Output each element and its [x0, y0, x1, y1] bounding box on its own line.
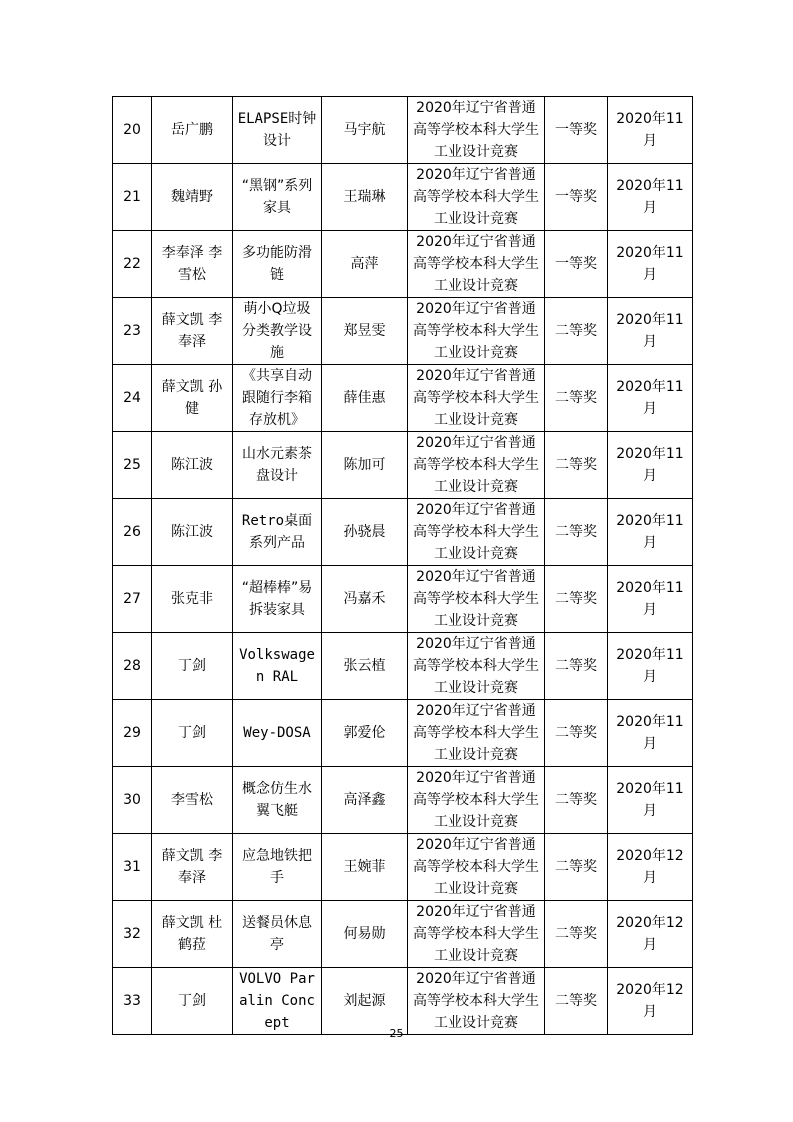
cell-award: 一等奖 [545, 164, 608, 231]
cell-award: 二等奖 [545, 901, 608, 968]
cell-competition: 2020年辽宁省普通高等学校本科大学生工业设计竞赛 [408, 700, 545, 767]
cell-competition: 2020年辽宁省普通高等学校本科大学生工业设计竞赛 [408, 767, 545, 834]
cell-number: 30 [113, 767, 152, 834]
cell-student: 孙骁晨 [322, 499, 408, 566]
cell-student: 马宇航 [322, 97, 408, 164]
table-row [113, 767, 693, 834]
cell-work-title: VOLVO Paralin Concept [233, 968, 322, 1035]
cell-date: 2020年11月 [608, 164, 693, 231]
cell-work-title: “黑钢”系列家具 [233, 164, 322, 231]
cell-number: 21 [113, 164, 152, 231]
cell-award: 一等奖 [545, 231, 608, 298]
cell-teacher: 薛文凯 李奉泽 [152, 834, 233, 901]
cell-teacher: 张克非 [152, 566, 233, 633]
cell-competition: 2020年辽宁省普通高等学校本科大学生工业设计竞赛 [408, 231, 545, 298]
table-row [113, 298, 693, 365]
cell-teacher: 丁剑 [152, 633, 233, 700]
cell-award: 二等奖 [545, 968, 608, 1035]
table-row [113, 901, 693, 968]
cell-work-title: 萌小Q垃圾分类教学设施 [233, 298, 322, 365]
cell-teacher: 丁剑 [152, 968, 233, 1035]
cell-teacher: 丁剑 [152, 700, 233, 767]
cell-date: 2020年11月 [608, 499, 693, 566]
cell-competition: 2020年辽宁省普通高等学校本科大学生工业设计竞赛 [408, 566, 545, 633]
cell-teacher: 薛文凯 孙健 [152, 365, 233, 432]
cell-student: 郭爱伦 [322, 700, 408, 767]
cell-student: 王瑞琳 [322, 164, 408, 231]
cell-student: 张云植 [322, 633, 408, 700]
cell-competition: 2020年辽宁省普通高等学校本科大学生工业设计竞赛 [408, 499, 545, 566]
cell-teacher: 岳广鹏 [152, 97, 233, 164]
cell-student: 高萍 [322, 231, 408, 298]
cell-work-title: Wey-DOSA [233, 700, 322, 767]
cell-work-title: Retro桌面系列产品 [233, 499, 322, 566]
cell-number: 33 [113, 968, 152, 1035]
cell-award: 二等奖 [545, 834, 608, 901]
page-number: 25 [389, 1027, 404, 1040]
cell-teacher: 陈江波 [152, 499, 233, 566]
table-row [113, 700, 693, 767]
table-row [113, 164, 693, 231]
cell-number: 28 [113, 633, 152, 700]
cell-award: 二等奖 [545, 298, 608, 365]
cell-award: 二等奖 [545, 566, 608, 633]
cell-date: 2020年11月 [608, 231, 693, 298]
cell-competition: 2020年辽宁省普通高等学校本科大学生工业设计竞赛 [408, 834, 545, 901]
cell-work-title: 山水元素茶盘设计 [233, 432, 322, 499]
cell-student: 陈加可 [322, 432, 408, 499]
cell-date: 2020年11月 [608, 97, 693, 164]
cell-award: 一等奖 [545, 97, 608, 164]
cell-number: 22 [113, 231, 152, 298]
cell-number: 20 [113, 97, 152, 164]
table-row [113, 365, 693, 432]
cell-student: 高泽鑫 [322, 767, 408, 834]
cell-number: 23 [113, 298, 152, 365]
cell-number: 24 [113, 365, 152, 432]
table-row [113, 97, 693, 164]
cell-work-title: Volkswagen RAL [233, 633, 322, 700]
cell-number: 26 [113, 499, 152, 566]
table-row [113, 968, 693, 1035]
cell-number: 29 [113, 700, 152, 767]
cell-student: 刘起源 [322, 968, 408, 1035]
cell-date: 2020年11月 [608, 700, 693, 767]
cell-teacher: 李奉泽 李雪松 [152, 231, 233, 298]
cell-competition: 2020年辽宁省普通高等学校本科大学生工业设计竞赛 [408, 633, 545, 700]
table-row [113, 231, 693, 298]
cell-teacher: 魏靖野 [152, 164, 233, 231]
cell-student: 王婉菲 [322, 834, 408, 901]
cell-competition: 2020年辽宁省普通高等学校本科大学生工业设计竞赛 [408, 164, 545, 231]
cell-date: 2020年11月 [608, 633, 693, 700]
cell-work-title: 送餐员休息亭 [233, 901, 322, 968]
cell-teacher: 李雪松 [152, 767, 233, 834]
cell-award: 二等奖 [545, 633, 608, 700]
cell-number: 25 [113, 432, 152, 499]
cell-number: 32 [113, 901, 152, 968]
cell-award: 二等奖 [545, 700, 608, 767]
cell-date: 2020年12月 [608, 901, 693, 968]
cell-date: 2020年11月 [608, 767, 693, 834]
table-row [113, 834, 693, 901]
table-row [113, 566, 693, 633]
cell-date: 2020年12月 [608, 968, 693, 1035]
table-row [113, 633, 693, 700]
cell-work-title: 《共享自动跟随行李箱存放机》 [233, 365, 322, 432]
cell-student: 郑昱雯 [322, 298, 408, 365]
cell-award: 二等奖 [545, 365, 608, 432]
table-row [113, 432, 693, 499]
cell-award: 二等奖 [545, 499, 608, 566]
cell-work-title: 概念仿生水翼飞艇 [233, 767, 322, 834]
cell-teacher: 陈江波 [152, 432, 233, 499]
cell-date: 2020年12月 [608, 834, 693, 901]
cell-work-title: ELAPSE时钟设计 [233, 97, 322, 164]
cell-teacher: 薛文凯 杜鹤菈 [152, 901, 233, 968]
cell-student: 何易勋 [322, 901, 408, 968]
table-row [113, 499, 693, 566]
cell-work-title: 应急地铁把手 [233, 834, 322, 901]
cell-date: 2020年11月 [608, 432, 693, 499]
cell-number: 31 [113, 834, 152, 901]
cell-competition: 2020年辽宁省普通高等学校本科大学生工业设计竞赛 [408, 901, 545, 968]
cell-competition: 2020年辽宁省普通高等学校本科大学生工业设计竞赛 [408, 432, 545, 499]
cell-date: 2020年11月 [608, 566, 693, 633]
cell-competition: 2020年辽宁省普通高等学校本科大学生工业设计竞赛 [408, 97, 545, 164]
awards-table [112, 96, 693, 1035]
cell-work-title: “超棒棒”易拆装家具 [233, 566, 322, 633]
cell-competition: 2020年辽宁省普通高等学校本科大学生工业设计竞赛 [408, 365, 545, 432]
cell-date: 2020年11月 [608, 298, 693, 365]
cell-award: 二等奖 [545, 767, 608, 834]
cell-competition: 2020年辽宁省普通高等学校本科大学生工业设计竞赛 [408, 968, 545, 1035]
cell-competition: 2020年辽宁省普通高等学校本科大学生工业设计竞赛 [408, 298, 545, 365]
awards-table-body [113, 97, 693, 1035]
cell-teacher: 薛文凯 李奉泽 [152, 298, 233, 365]
cell-date: 2020年11月 [608, 365, 693, 432]
cell-work-title: 多功能防滑链 [233, 231, 322, 298]
cell-student: 冯嘉禾 [322, 566, 408, 633]
cell-number: 27 [113, 566, 152, 633]
cell-student: 薛佳惠 [322, 365, 408, 432]
cell-award: 二等奖 [545, 432, 608, 499]
